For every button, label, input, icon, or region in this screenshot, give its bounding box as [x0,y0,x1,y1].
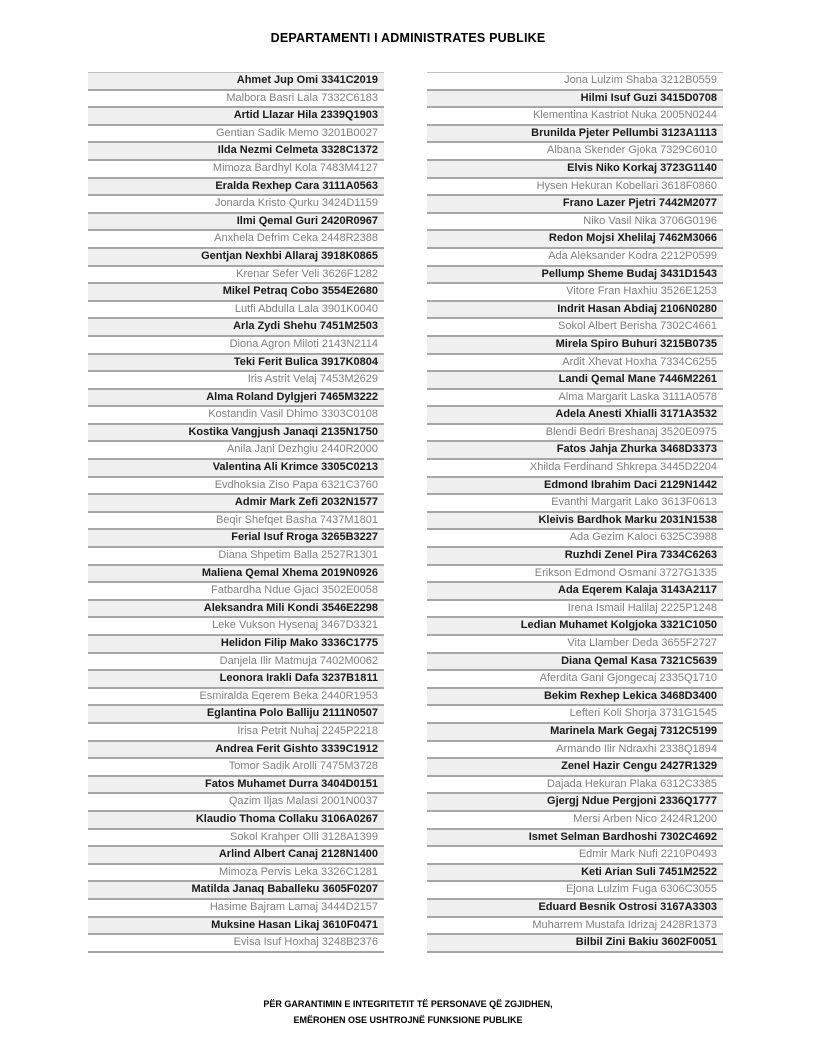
table-row: Jona Lulzim Shaba 3212B0559 [427,73,723,91]
table-row: Evisa Isuf Hoxhaj 3248B2376 [88,935,384,953]
table-row: Landi Qemal Mane 7446M2261 [427,372,723,390]
table-row: Sokol Krahper Olli 3128A1399 [88,830,384,848]
table-row: Kostandin Vasil Dhimo 3303C0108 [88,407,384,425]
page-title: DEPARTAMENTI I ADMINISTRATES PUBLIKE [270,31,546,45]
table-row: Gentjan Nexhbi Allaraj 3918K0865 [88,249,384,267]
table-row: Elvis Niko Korkaj 3723G1140 [427,161,723,179]
table-row: Alma Margarit Laska 3111A0578 [427,390,723,408]
table-row: Muksine Hasan Likaj 3610F0471 [88,918,384,936]
table-row: Indrit Hasan Abdiaj 2106N0280 [427,302,723,320]
table-row: Tomor Sadik Arolli 7475M3728 [88,759,384,777]
table-row: Ledian Muhamet Kolgjoka 3321C1050 [427,618,723,636]
table-row: Bilbil Zini Bakiu 3602F0051 [427,935,723,953]
table-row: Edmond Ibrahim Daci 2129N1442 [427,478,723,496]
table-row: Marinela Mark Gegaj 7312C5199 [427,724,723,742]
table-row: Ilmi Qemal Guri 2420R0967 [88,214,384,232]
table-row: Anila Jani Dezhgiu 2440R2000 [88,442,384,460]
table-row: Teki Ferit Bulica 3917K0804 [88,355,384,373]
table-row: Eralda Rexhep Cara 3111A0563 [88,179,384,197]
table-row: Eglantina Polo Balliju 2111N0507 [88,706,384,724]
table-row: Klaudio Thoma Collaku 3106A0267 [88,812,384,830]
table-row: Hysen Hekuran Kobellari 3618F0860 [427,179,723,197]
table-row: Esmiralda Eqerem Beka 2440R1953 [88,689,384,707]
table-row: Arlind Albert Canaj 2128N1400 [88,847,384,865]
table-row: Leke Vukson Hysenaj 3467D3321 [88,618,384,636]
table-row: Matilda Janaq Baballeku 3605F0207 [88,882,384,900]
table-row: Lefteri Koli Shorja 3731G1545 [427,706,723,724]
table-row: Armando Ilir Ndraxhi 2338Q1894 [427,742,723,760]
table-row: Maliena Qemal Xhema 2019N0926 [88,566,384,584]
footer-line-1: PËR GARANTIMIN E INTEGRITETIT TË PERSONAVE QË ZGJIDHEN, [263,999,553,1009]
table-row: Mikel Petraq Cobo 3554E2680 [88,284,384,302]
table-row: Pellump Sheme Budaj 3431D1543 [427,267,723,285]
table-row: Erikson Edmond Osmani 3727G1335 [427,566,723,584]
table-row: Krenar Sefer Veli 3626F1282 [88,267,384,285]
table-row: Kostika Vangjush Janaqi 2135N1750 [88,425,384,443]
table-row: Valentina Ali Krimce 3305C0213 [88,460,384,478]
table-row: Diana Shpetim Balla 2527R1301 [88,548,384,566]
table-row: Xhilda Ferdinand Shkrepa 3445D2204 [427,460,723,478]
table-row: Albana Skender Gjoka 7329C6010 [427,143,723,161]
table-row: Beqir Shefqet Basha 7437M1801 [88,513,384,531]
table-row: Malbora Basri Lala 7332C6183 [88,91,384,109]
table-row: Kleivis Bardhok Marku 2031N1538 [427,513,723,531]
table-row: Irisa Petrit Nuhaj 2245P2218 [88,724,384,742]
table-row: Ejona Lulzim Fuga 6306C3055 [427,882,723,900]
table-row: Klementina Kastriot Nuka 2005N0244 [427,108,723,126]
names-column-left [88,72,384,953]
table-row: Ada Eqerem Kalaja 3143A2117 [427,583,723,601]
table-row: Jonarda Kristo Qurku 3424D1159 [88,196,384,214]
table-row: Gjergj Ndue Pergjoni 2336Q1777 [427,794,723,812]
table-row: Fatos Muhamet Durra 3404D0151 [88,777,384,795]
table-row: Muharrem Mustafa Idrizaj 2428R1373 [427,918,723,936]
table-row: Niko Vasil Nika 3706G0196 [427,214,723,232]
table-row: Bekim Rexhep Lekica 3468D3400 [427,689,723,707]
table-row: Blendi Bedri Breshanaj 3520E0975 [427,425,723,443]
table-row: Fatos Jahja Zhurka 3468D3373 [427,442,723,460]
table-row: Redon Mojsi Xhelilaj 7462M3066 [427,231,723,249]
table-row: Edmir Mark Nufi 2210P0493 [427,847,723,865]
table-row: Aleksandra Mili Kondi 3546E2298 [88,601,384,619]
table-row: Lutfi Abdulla Lala 3901K0040 [88,302,384,320]
table-row: Frano Lazer Pjetri 7442M2077 [427,196,723,214]
table-row: Admir Mark Zefi 2032N1577 [88,495,384,513]
table-row: Evdhoksia Ziso Papa 6321C3760 [88,478,384,496]
table-row: Hilmi Isuf Guzi 3415D0708 [427,91,723,109]
names-column-right [427,72,723,953]
table-row: Alma Roland Dylgjeri 7465M3222 [88,390,384,408]
table-row: Irena Ismail Halilaj 2225P1248 [427,601,723,619]
table-row: Eduard Besnik Ostrosi 3167A3303 [427,900,723,918]
table-row: Mimoza Bardhyl Kola 7483M4127 [88,161,384,179]
table-row: Leonora Irakli Dafa 3237B1811 [88,671,384,689]
table-row: Ada Aleksander Kodra 2212P0599 [427,249,723,267]
table-row: Danjela Ilir Matmuja 7402M0062 [88,654,384,672]
table-row: Zenel Hazir Cengu 2427R1329 [427,759,723,777]
table-row: Andrea Ferit Gishto 3339C1912 [88,742,384,760]
table-row: Vitore Fran Haxhiu 3526E1253 [427,284,723,302]
table-row: Qazim Iljas Malasi 2001N0037 [88,794,384,812]
table-row: Keti Arian Suli 7451M2522 [427,865,723,883]
table-row: Ismet Selman Bardhoshi 7302C4692 [427,830,723,848]
table-row: Hasime Bajram Lamaj 3444D2157 [88,900,384,918]
table-row: Brunilda Pjeter Pellumbi 3123A1113 [427,126,723,144]
table-row: Adela Anesti Xhialli 3171A3532 [427,407,723,425]
table-row: Artid Llazar Hila 2339Q1903 [88,108,384,126]
table-row: Mimoza Pervis Leka 3326C1281 [88,865,384,883]
table-row: Arla Zydi Shehu 7451M2503 [88,319,384,337]
table-row: Fatbardha Ndue Gjaci 3502E0058 [88,583,384,601]
table-row: Vita Llamber Deda 3655F2727 [427,636,723,654]
table-row: Ahmet Jup Omi 3341C2019 [88,73,384,91]
table-row: Mersi Arben Nico 2424R1200 [427,812,723,830]
table-row: Mirela Spiro Buhuri 3215B0735 [427,337,723,355]
table-row: Iris Astrit Velaj 7453M2629 [88,372,384,390]
footer-note [0,996,816,1028]
table-row: Gentian Sadik Memo 3201B0027 [88,126,384,144]
table-row: Ardit Xhevat Hoxha 7334C6255 [427,355,723,373]
table-row: Evanthi Margarit Lako 3613F0613 [427,495,723,513]
table-row: Ferial Isuf Rroga 3265B3227 [88,530,384,548]
table-row: Anxhela Defrim Ceka 2448R2388 [88,231,384,249]
table-row: Diana Qemal Kasa 7321C5639 [427,654,723,672]
table-row: Ruzhdi Zenel Pira 7334C6263 [427,548,723,566]
table-row: Ada Gezim Kaloci 6325C3988 [427,530,723,548]
table-row: Dajada Hekuran Plaka 6312C3385 [427,777,723,795]
table-row: Ilda Nezmi Celmeta 3328C1372 [88,143,384,161]
names-table [88,72,723,953]
table-row: Helidon Filip Mako 3336C1775 [88,636,384,654]
table-row: Aferdita Gani Gjongecaj 2335Q1710 [427,671,723,689]
footer-line-2: EMËROHEN OSE USHTROJNË FUNKSIONE PUBLIKE [293,1015,523,1025]
table-row: Diona Agron Miloti 2143N2114 [88,337,384,355]
table-row: Sokol Albert Berisha 7302C4661 [427,319,723,337]
